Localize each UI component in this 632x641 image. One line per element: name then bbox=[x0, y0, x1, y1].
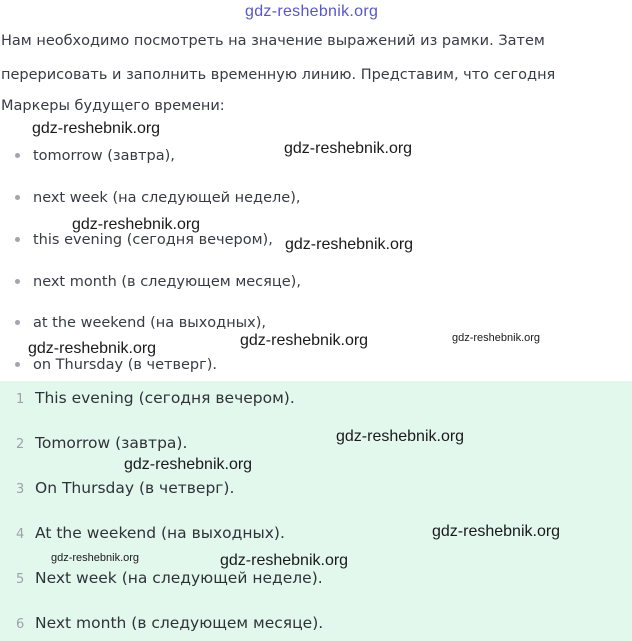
watermark: gdz-reshebnik.org bbox=[432, 523, 561, 540]
answer-number: 3 bbox=[16, 482, 25, 497]
watermark: gdz-reshebnik.org bbox=[28, 340, 157, 357]
answer-text: Next week (на следующей неделе). bbox=[35, 569, 323, 587]
marker-text: tomorrow (завтра), bbox=[33, 148, 175, 164]
bullet-dot-icon bbox=[15, 362, 20, 367]
answer-row bbox=[16, 524, 285, 542]
intro-line-2: перерисовать и заполнить временную линию. Представим, что сегодня bbox=[1, 67, 556, 83]
watermark: gdz-reshebnik.org bbox=[51, 552, 140, 564]
watermark: gdz-reshebnik.org bbox=[72, 216, 201, 233]
list-item bbox=[15, 232, 273, 248]
watermark: gdz-reshebnik.org bbox=[240, 332, 369, 349]
watermark: gdz-reshebnik.org bbox=[32, 120, 161, 137]
answer-row bbox=[16, 389, 295, 407]
watermark: gdz-reshebnik.org bbox=[220, 552, 349, 569]
watermark: gdz-reshebnik.org bbox=[124, 456, 253, 473]
answer-text: At the weekend (на выходных). bbox=[35, 524, 285, 542]
watermark-top: gdz-reshebnik.org bbox=[245, 3, 379, 20]
answer-number: 4 bbox=[16, 527, 25, 542]
list-item bbox=[15, 274, 301, 290]
answer-text: On Thursday (в четверг). bbox=[35, 479, 235, 497]
bullet-dot-icon bbox=[15, 279, 20, 284]
answer-row bbox=[16, 434, 187, 452]
list-item bbox=[15, 357, 217, 373]
watermark: gdz-reshebnik.org bbox=[336, 428, 465, 445]
answer-text: This evening (сегодня вечером). bbox=[35, 389, 295, 407]
answer-number: 5 bbox=[16, 572, 25, 587]
marker-text: on Thursday (в четверг). bbox=[33, 357, 218, 373]
watermark: gdz-reshebnik.org bbox=[285, 236, 414, 253]
list-item bbox=[15, 315, 266, 331]
marker-text: next month (в следующем месяце), bbox=[33, 274, 301, 290]
bullet-dot-icon bbox=[15, 153, 20, 158]
list-item bbox=[15, 190, 300, 206]
markers-heading: Маркеры будущего времени: bbox=[1, 98, 225, 114]
marker-text: next week (на следующей неделе), bbox=[33, 190, 301, 206]
answer-number: 2 bbox=[16, 437, 25, 452]
answer-text: Next month (в следующем месяце). bbox=[35, 614, 324, 632]
list-item bbox=[15, 148, 175, 164]
answer-panel bbox=[0, 381, 632, 641]
watermark: gdz-reshebnik.org bbox=[452, 332, 541, 344]
answer-row bbox=[16, 479, 234, 497]
intro-line-1: Нам необходимо посмотреть на значение выражений из рамки. Затем bbox=[1, 33, 545, 49]
answer-row bbox=[16, 569, 323, 587]
watermark: gdz-reshebnik.org bbox=[284, 140, 413, 157]
marker-text: this evening (сегодня вечером), bbox=[33, 232, 273, 248]
bullet-dot-icon bbox=[15, 237, 20, 242]
bullet-dot-icon bbox=[15, 320, 20, 325]
marker-text: at the weekend (на выходных), bbox=[33, 315, 266, 331]
answer-text: Tomorrow (завтра). bbox=[35, 434, 188, 452]
answer-row bbox=[16, 614, 323, 632]
bullet-dot-icon bbox=[15, 195, 20, 200]
answer-number: 6 bbox=[16, 617, 25, 632]
answer-number: 1 bbox=[16, 392, 25, 407]
